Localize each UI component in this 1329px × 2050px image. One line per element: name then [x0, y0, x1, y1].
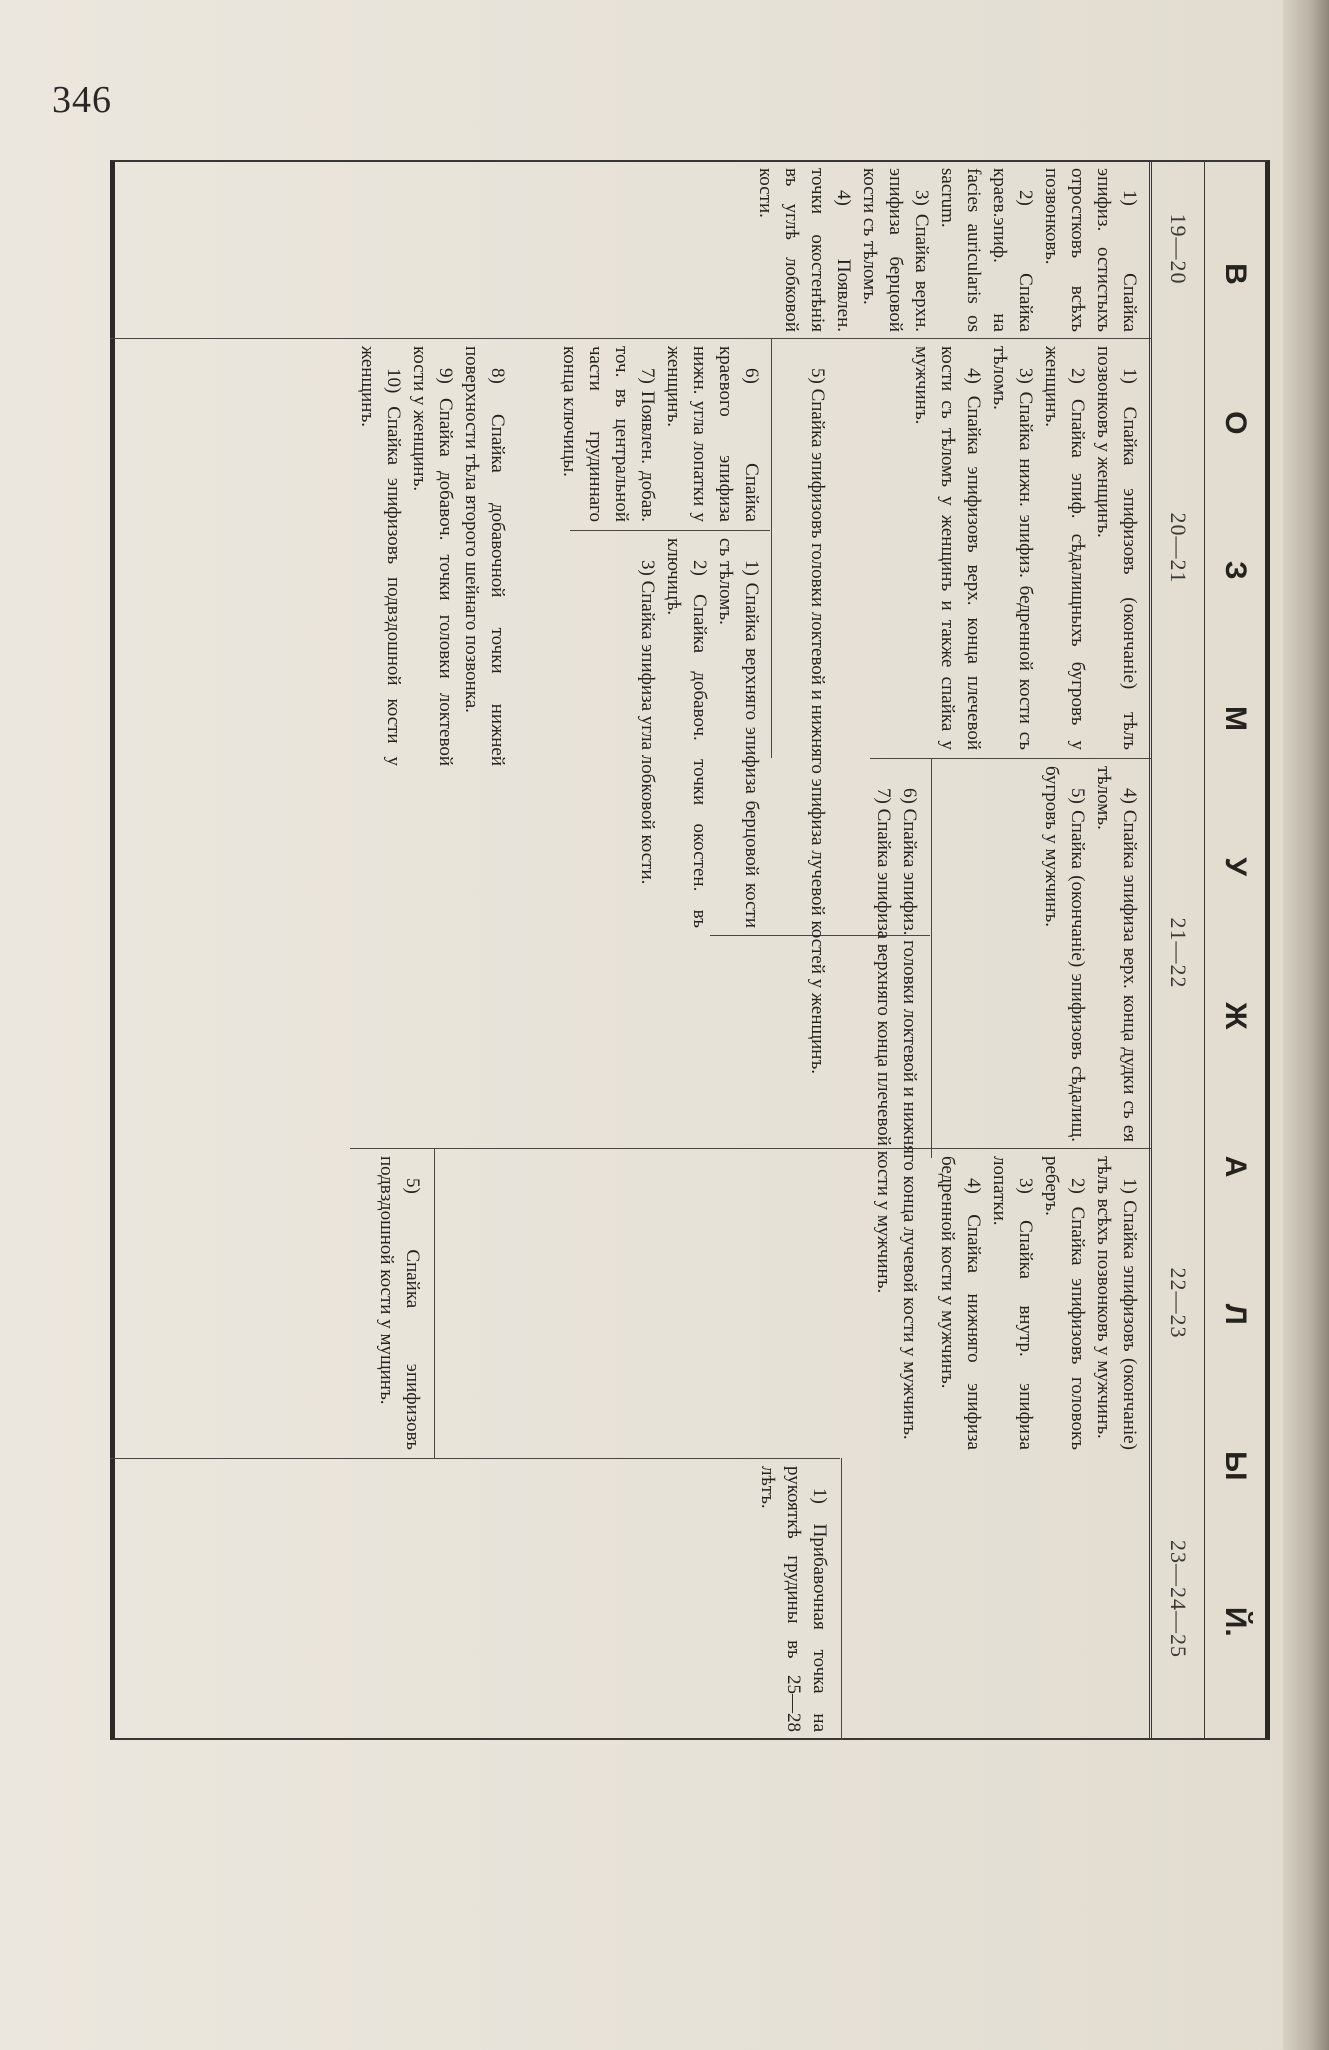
- list-item: 1) Спайка эпифизовъ (окончаніе) тѣлъ всѣхъ позвонковъ у мужчинъ.: [1093, 1156, 1140, 1450]
- list-item: 7) Спайка эпифиза верхняго конца плечевой кости у мужчинъ.: [873, 788, 894, 1294]
- list-item: 6) Спайка эпифиз. головки локтевой и нижняго конца лучевой кости у мужчинъ.: [899, 788, 920, 1440]
- cell-22-23: [934, 1156, 1142, 1450]
- cell-20-21-upper: [908, 346, 1142, 750]
- title-letter: А: [1219, 1155, 1253, 1178]
- column-divider: [870, 758, 1152, 759]
- list-item: 4) Спайка нижняго эпифиза бедренной кости у мужчинъ.: [937, 1156, 984, 1450]
- row-divider: [931, 758, 932, 1158]
- list-item: 3) Спайка эпифиза угла лобковой кости.: [637, 560, 658, 885]
- list-item: 5) Спайка (окончаніе) эпифизовъ сѣдалищ. бугровъ у мужчинъ.: [1041, 766, 1088, 1142]
- list-item: 6) Спайка краевого эпифиза нижн. угла лопатки у женщинъ.: [663, 346, 762, 522]
- cell-21-22-narrow: [634, 538, 764, 928]
- book-gutter: [1283, 0, 1329, 2050]
- cell-20-21-wide: [804, 346, 830, 1146]
- list-item: 1) Спайка эпифизовъ (окончаніе) тѣлъ позвонковъ у женщинъ.: [1093, 346, 1140, 750]
- column-header-19-20: 19—20: [1166, 213, 1191, 285]
- list-item: 2) Спайка добавоч. точки окостен. въ ключицѣ.: [663, 538, 710, 928]
- title-letter: Л: [1219, 1303, 1253, 1325]
- cell-20-21-narrow: [556, 346, 764, 522]
- list-item: 4) Появлен. точки окостенѣнія въ углѣ лобковой кости.: [755, 168, 854, 332]
- list-item: 1) Спайка эпифиз. остистыхъ отростковъ всѣхъ позвонковъ.: [1041, 168, 1140, 332]
- list-item: 4) Спайка эпифиза верх. конца дудки съ ея тѣломъ.: [1093, 766, 1140, 1142]
- cell-20-21-lower: [354, 346, 510, 766]
- list-item: 5) Спайка эпифизовъ головки локтевой и нижняго эпифиза лучевой костей у женщинъ.: [807, 368, 828, 1075]
- list-item: 1) Прибавочная точка на рукояткѣ грудины въ 25—28 лѣтъ.: [757, 1466, 830, 1732]
- list-item: 2) Спайка краев.эпиф. на facies auricularis os sacrum.: [937, 168, 1036, 332]
- title-letter: У: [1219, 857, 1253, 876]
- list-item: 5) Спайка эпифизовъ подвздошной кости у мущинъ.: [376, 1156, 423, 1450]
- column-header-row: [1149, 160, 1204, 1740]
- title-letter: М: [1219, 705, 1253, 731]
- page-number: 346: [52, 79, 112, 121]
- cell-23-25: [754, 1466, 832, 1732]
- column-divider: [570, 530, 770, 531]
- cell-21-22-upper: [1038, 766, 1142, 1142]
- cell-22-23-lower: [373, 1156, 425, 1450]
- column-divider: [110, 1458, 840, 1459]
- list-item: 3) Спайка внутр. эпифиза лопатки.: [989, 1156, 1036, 1450]
- column-header-23-25: 23—24—25: [1166, 1540, 1191, 1658]
- row-divider: [434, 1148, 435, 1458]
- row-divider: [841, 1458, 842, 1740]
- title-letter: З: [1219, 560, 1253, 580]
- list-item: 3) Спайка верхн. эпифиза берцовой кости съ тѣломъ.: [859, 168, 932, 332]
- title-letter: В: [1219, 263, 1253, 285]
- title-letter: Й.: [1219, 1606, 1253, 1637]
- column-divider: [350, 1148, 1152, 1149]
- table-title-row: [1204, 160, 1266, 1740]
- title-letter: Ы: [1219, 1451, 1253, 1481]
- list-item: 3) Спайка нижн. эпифиз. бедренной кости съ тѣломъ.: [989, 346, 1036, 750]
- list-item: 8) Спайка добавочной точки нижней поверхности тѣла второго шейнаго позвонка.: [461, 346, 508, 766]
- column-header-22-23: 22—23: [1166, 1267, 1191, 1339]
- list-item: 10) Спайка эпифизовъ подвздошной кости у женщинъ.: [357, 346, 404, 766]
- list-item: 7) Появлен. добав. точ. въ центральной части грудиннаго конца ключицы.: [559, 346, 658, 522]
- list-item: 4) Спайка эпифизовъ верх. конца плечевой кости съ тѣломъ у женщинъ и также спайка у мужчинъ.: [911, 346, 984, 750]
- cell-21-22-wide: [870, 766, 922, 1456]
- column-header-21-22: 21—22: [1166, 917, 1191, 989]
- list-item: 9) Спайка добавоч. точки головки локтевой кости у женщинъ.: [409, 346, 456, 766]
- list-item: 1) Спайка верхняго эпифиза берцовой кости съ тѣломъ.: [715, 538, 762, 928]
- list-item: 2) Спайка эпифизовъ головокъ реберъ.: [1041, 1156, 1088, 1450]
- column-header-20-21: 20—21: [1166, 512, 1191, 584]
- title-letter: Ж: [1219, 1002, 1253, 1030]
- rotated-table: [110, 160, 1270, 1740]
- title-letter: О: [1219, 411, 1253, 435]
- row-divider: [771, 338, 772, 758]
- column-divider: [110, 338, 1152, 339]
- list-item: 2) Спайка эпиф. сѣдалищныхъ бугровъ у женщинъ.: [1041, 346, 1088, 750]
- cell-19-20: [752, 168, 1142, 332]
